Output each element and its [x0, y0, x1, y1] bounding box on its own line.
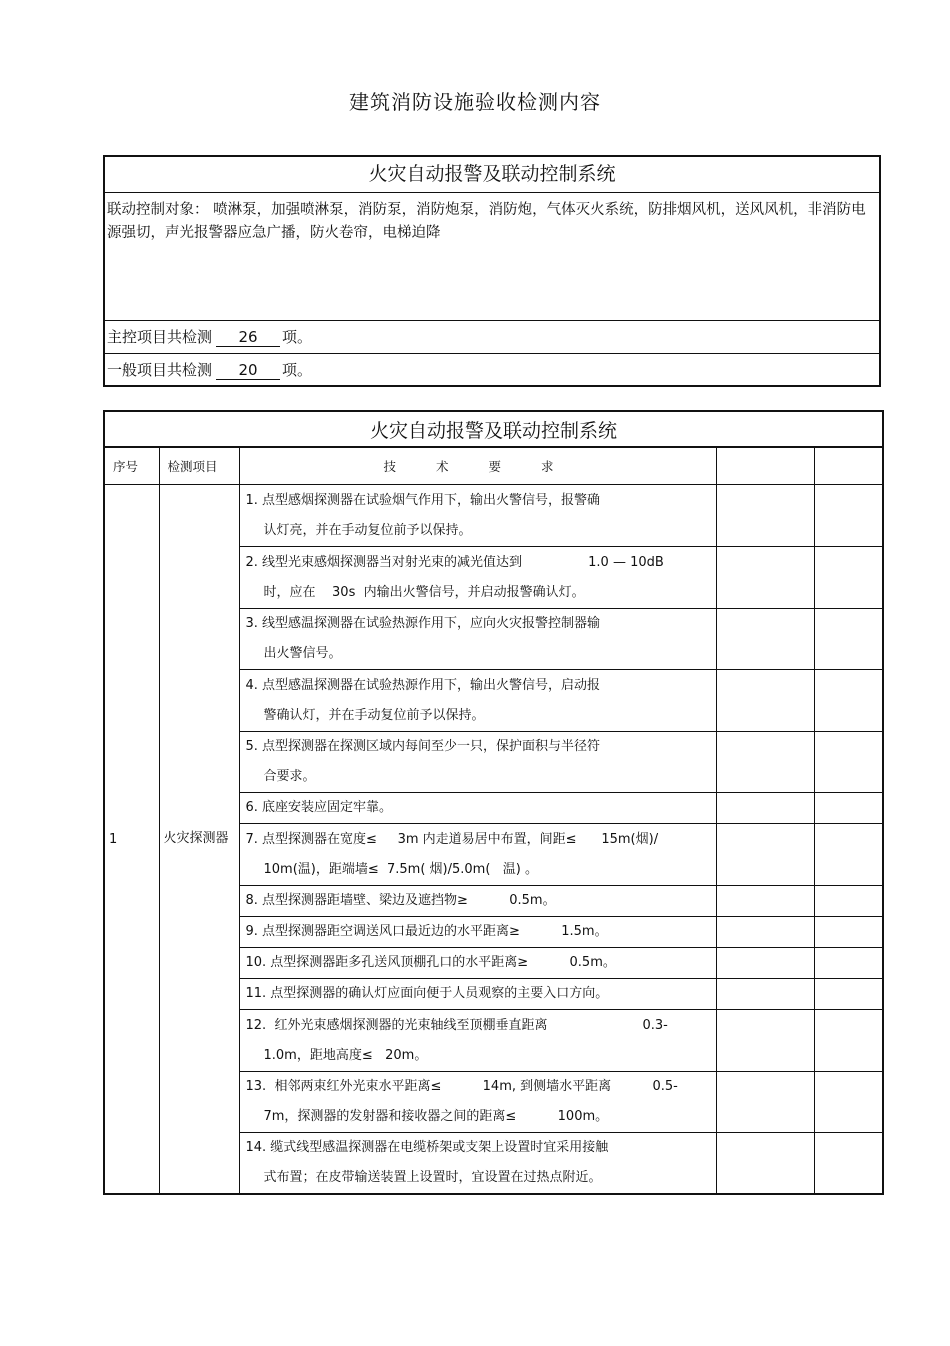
general-items-count: 20: [216, 361, 280, 380]
requirement-cell: [239, 948, 716, 979]
requirement-cell: [239, 1010, 716, 1072]
summary-header: 火灾自动报警及联动控制系统: [105, 157, 879, 193]
table-header-row: [104, 447, 883, 485]
requirement-cell: [239, 917, 716, 948]
requirement-line-2: 认灯亮，并在手动复位前予以保持。: [263, 522, 472, 538]
result-cell: [716, 1072, 814, 1133]
requirement-line-1: 12. 红外光束感烟探测器的光束轴线至顶棚垂直距离 0.3-: [245, 1017, 668, 1033]
requirement-line-2: 出火警信号。: [263, 646, 342, 661]
inspection-table: [103, 410, 884, 1195]
group-item-name: 火灾探测器: [159, 485, 239, 1195]
requirement-cell: [239, 1133, 716, 1195]
general-items-row: [105, 354, 879, 387]
requirement-cell: [239, 1072, 716, 1133]
main-items-label: 主控项目共检测: [107, 328, 213, 346]
result-cell: [716, 670, 814, 732]
requirement-line-2: 1.0m，距地高度≤ 20m。: [263, 1047, 428, 1063]
result-cell: [716, 609, 814, 670]
general-items-suffix: 项。: [282, 361, 313, 379]
header-blank-2: [814, 447, 883, 485]
remark-cell: [814, 670, 883, 732]
result-cell: [716, 1010, 814, 1072]
result-cell: [716, 948, 814, 979]
requirement-cell: [239, 886, 716, 917]
requirement-line-1: 9. 点型探测器距空调送风口最近边的水平距离≥ 1.5m。: [245, 924, 608, 939]
remark-cell: [814, 793, 883, 824]
requirement-line-1: 8. 点型探测器距墙壁、梁边及遮挡物≥ 0.5m。: [245, 893, 556, 908]
remark-cell: [814, 547, 883, 609]
requirement-cell: [239, 824, 716, 886]
remark-cell: [814, 609, 883, 670]
result-cell: [716, 793, 814, 824]
requirement-line-2: 时，应在 30s 内输出火警信号，并启动报警确认灯。: [263, 584, 585, 600]
requirement-line-1: 6. 底座安装应固定牢靠。: [245, 800, 393, 815]
header-blank-1: [716, 447, 814, 485]
result-cell: [716, 886, 814, 917]
requirement-cell: [239, 485, 716, 547]
remark-cell: [814, 886, 883, 917]
requirement-line-2: 10m(温)，距端墙≤ 7.5m( 烟)/5.0m( 温) 。: [263, 861, 539, 877]
requirement-cell: [239, 547, 716, 609]
result-cell: [716, 732, 814, 793]
remark-cell: [814, 1010, 883, 1072]
remark-cell: [814, 824, 883, 886]
requirement-line-2: 警确认灯，并在手动复位前予以保持。: [263, 707, 485, 723]
requirement-line-1: 10. 点型探测器距多孔送风顶棚孔口的水平距离≥ 0.5m。: [245, 955, 616, 970]
requirement-line-2: 式布置；在皮带输送装置上设置时，宜设置在过热点附近。: [263, 1170, 602, 1185]
header-seq: 序号: [104, 447, 159, 485]
requirement-line-1: 5. 点型探测器在探测区域内每间至少一只，保护面积与半径符: [245, 739, 601, 754]
requirement-line-1: 11. 点型探测器的确认灯应面向便于人员观察的主要入口方向。: [245, 986, 609, 1001]
requirement-line-1: 14. 缆式线型感温探测器在电缆桥架或支架上设置时宜采用接触: [245, 1140, 609, 1155]
main-items-suffix: 项。: [282, 328, 313, 346]
requirement-cell: [239, 979, 716, 1010]
linkage-objects: [105, 193, 879, 321]
requirement-line-1: 2. 线型光束感烟探测器当对射光束的减光值达到 1.0 — 10dB: [245, 554, 664, 570]
result-cell: [716, 917, 814, 948]
group-seq: 1: [104, 485, 159, 1195]
result-cell: [716, 547, 814, 609]
requirement-cell: [239, 609, 716, 670]
result-cell: [716, 979, 814, 1010]
result-cell: [716, 485, 814, 547]
page-title: 建筑消防设施验收检测内容: [349, 90, 601, 114]
main-items-count: 26: [216, 328, 280, 347]
requirement-line-1: 7. 点型探测器在宽度≤ 3m 内走道易居中布置，间距≤ 15m(烟)/: [245, 831, 659, 847]
remark-cell: [814, 485, 883, 547]
linkage-objects-label: 联动控制对象：: [107, 202, 209, 218]
requirement-line-1: 13. 相邻两束红外光束水平距离≤ 14m, 到侧墙水平距离 0.5-: [245, 1079, 678, 1094]
linkage-objects-text: 喷淋泵，加强喷淋泵，消防泵，消防炮泵，消防炮，气体灭火系统，防排烟风机，送风风机，非消防电源强切，声光报警器应急广播，防火卷帘，电梯迫降: [107, 202, 866, 241]
table-row: [104, 485, 883, 547]
remark-cell: [814, 979, 883, 1010]
requirement-line-1: 1. 点型感烟探测器在试验烟气作用下，输出火警信号，报警确: [245, 492, 601, 508]
requirement-cell: [239, 793, 716, 824]
summary-box: [103, 155, 881, 387]
requirement-line-1: 4. 点型感温探测器在试验热源作用下，输出火警信号，启动报: [245, 677, 601, 693]
table-title: 火灾自动报警及联动控制系统: [104, 411, 883, 447]
requirement-line-2: 7m，探测器的发射器和接收器之间的距离≤ 100m。: [263, 1109, 609, 1124]
header-requirement: 技 术 要 求: [239, 447, 716, 485]
general-items-label: 一般项目共检测: [107, 361, 213, 379]
header-item: 检测项目: [159, 447, 239, 485]
requirement-line-1: 3. 线型感温探测器在试验热源作用下，应向火灾报警控制器输: [245, 616, 601, 631]
remark-cell: [814, 948, 883, 979]
remark-cell: [814, 1133, 883, 1195]
requirements-body: [104, 485, 883, 1195]
main-items-row: [105, 321, 879, 354]
requirement-cell: [239, 732, 716, 793]
requirement-cell: [239, 670, 716, 732]
remark-cell: [814, 732, 883, 793]
remark-cell: [814, 917, 883, 948]
result-cell: [716, 824, 814, 886]
requirement-line-2: 合要求。: [263, 769, 316, 784]
result-cell: [716, 1133, 814, 1195]
remark-cell: [814, 1072, 883, 1133]
